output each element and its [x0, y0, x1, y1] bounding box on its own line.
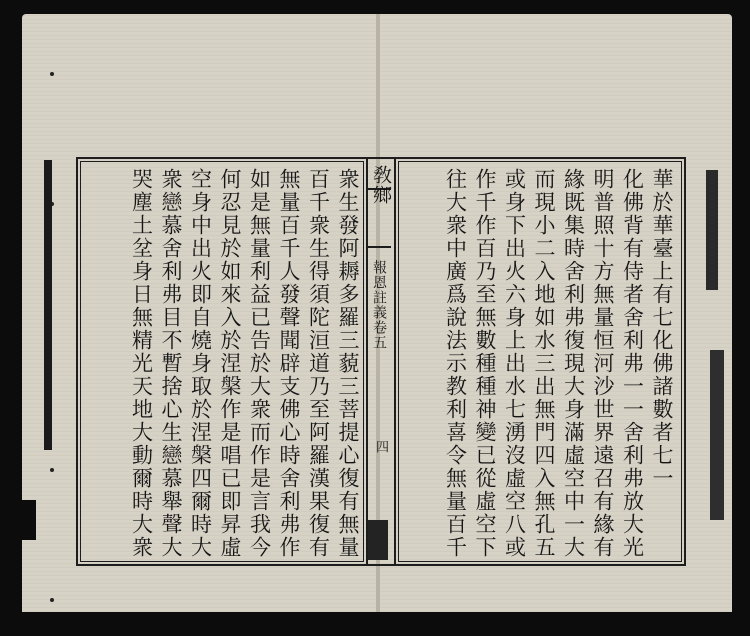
text-column: 化佛背有侍者舍利弗一一舍利弗放大光: [620, 168, 645, 559]
black-fish-tail-block: [368, 520, 388, 560]
text-column: 哭塵土坌身日無精光天地大動爾時大衆: [129, 168, 154, 559]
text-column: 華於華臺上有七化佛諸數者七一: [650, 168, 674, 490]
page-number: 四: [373, 440, 388, 453]
right-edge-wear: [710, 350, 724, 520]
text-column: 無量百千人發聲聞辟支佛心時舍利弗作: [277, 168, 301, 559]
right-page-text: [404, 168, 676, 560]
text-column: 作千作百乃至無數種種神變已從虛空下: [473, 168, 497, 559]
text-column: 緣既集時舍利弗復現大身滿虛空中一大: [561, 168, 586, 559]
text-column: 衆生發阿耨多羅三藐三菩提心復有無量: [336, 168, 360, 559]
volume-label: 報恩註義卷五: [371, 260, 387, 350]
fish-tail-mark: [367, 246, 391, 248]
binding-hole: [50, 598, 54, 602]
text-column: 而現小二入地如水三出無門四入無孔五: [532, 168, 556, 559]
center-fold-column: [364, 157, 394, 566]
text-column: 空身中出火即自燒身取於涅槃四爾時大: [188, 168, 213, 559]
text-column: 往大衆中廣爲說法示教利喜令無量百千: [443, 168, 468, 559]
left-binding-edge: [44, 160, 52, 450]
text-column: 如是無量利益已告於大衆而作是言我今: [247, 168, 272, 559]
text-column: 明普照十方無量恒河沙世界遠召有緣有: [591, 168, 615, 559]
text-column: 衆戀慕舍利弗目不暫捨心生戀慕舉聲大: [159, 168, 183, 559]
text-column: 百千衆生得須陀洹道乃至阿羅漢果復有: [306, 168, 331, 559]
torn-corner: [22, 500, 36, 540]
text-column: 何忍見於如來入於涅槃作是唱已即昇虛: [218, 168, 242, 559]
binding-hole: [50, 72, 54, 76]
left-page-text: [86, 168, 362, 560]
binding-hole: [50, 468, 54, 472]
center-title: 敎鄉: [370, 165, 392, 205]
text-column: 或身下出火六身上出水七湧沒虛空八或: [502, 168, 527, 559]
right-edge-wear: [706, 170, 718, 290]
